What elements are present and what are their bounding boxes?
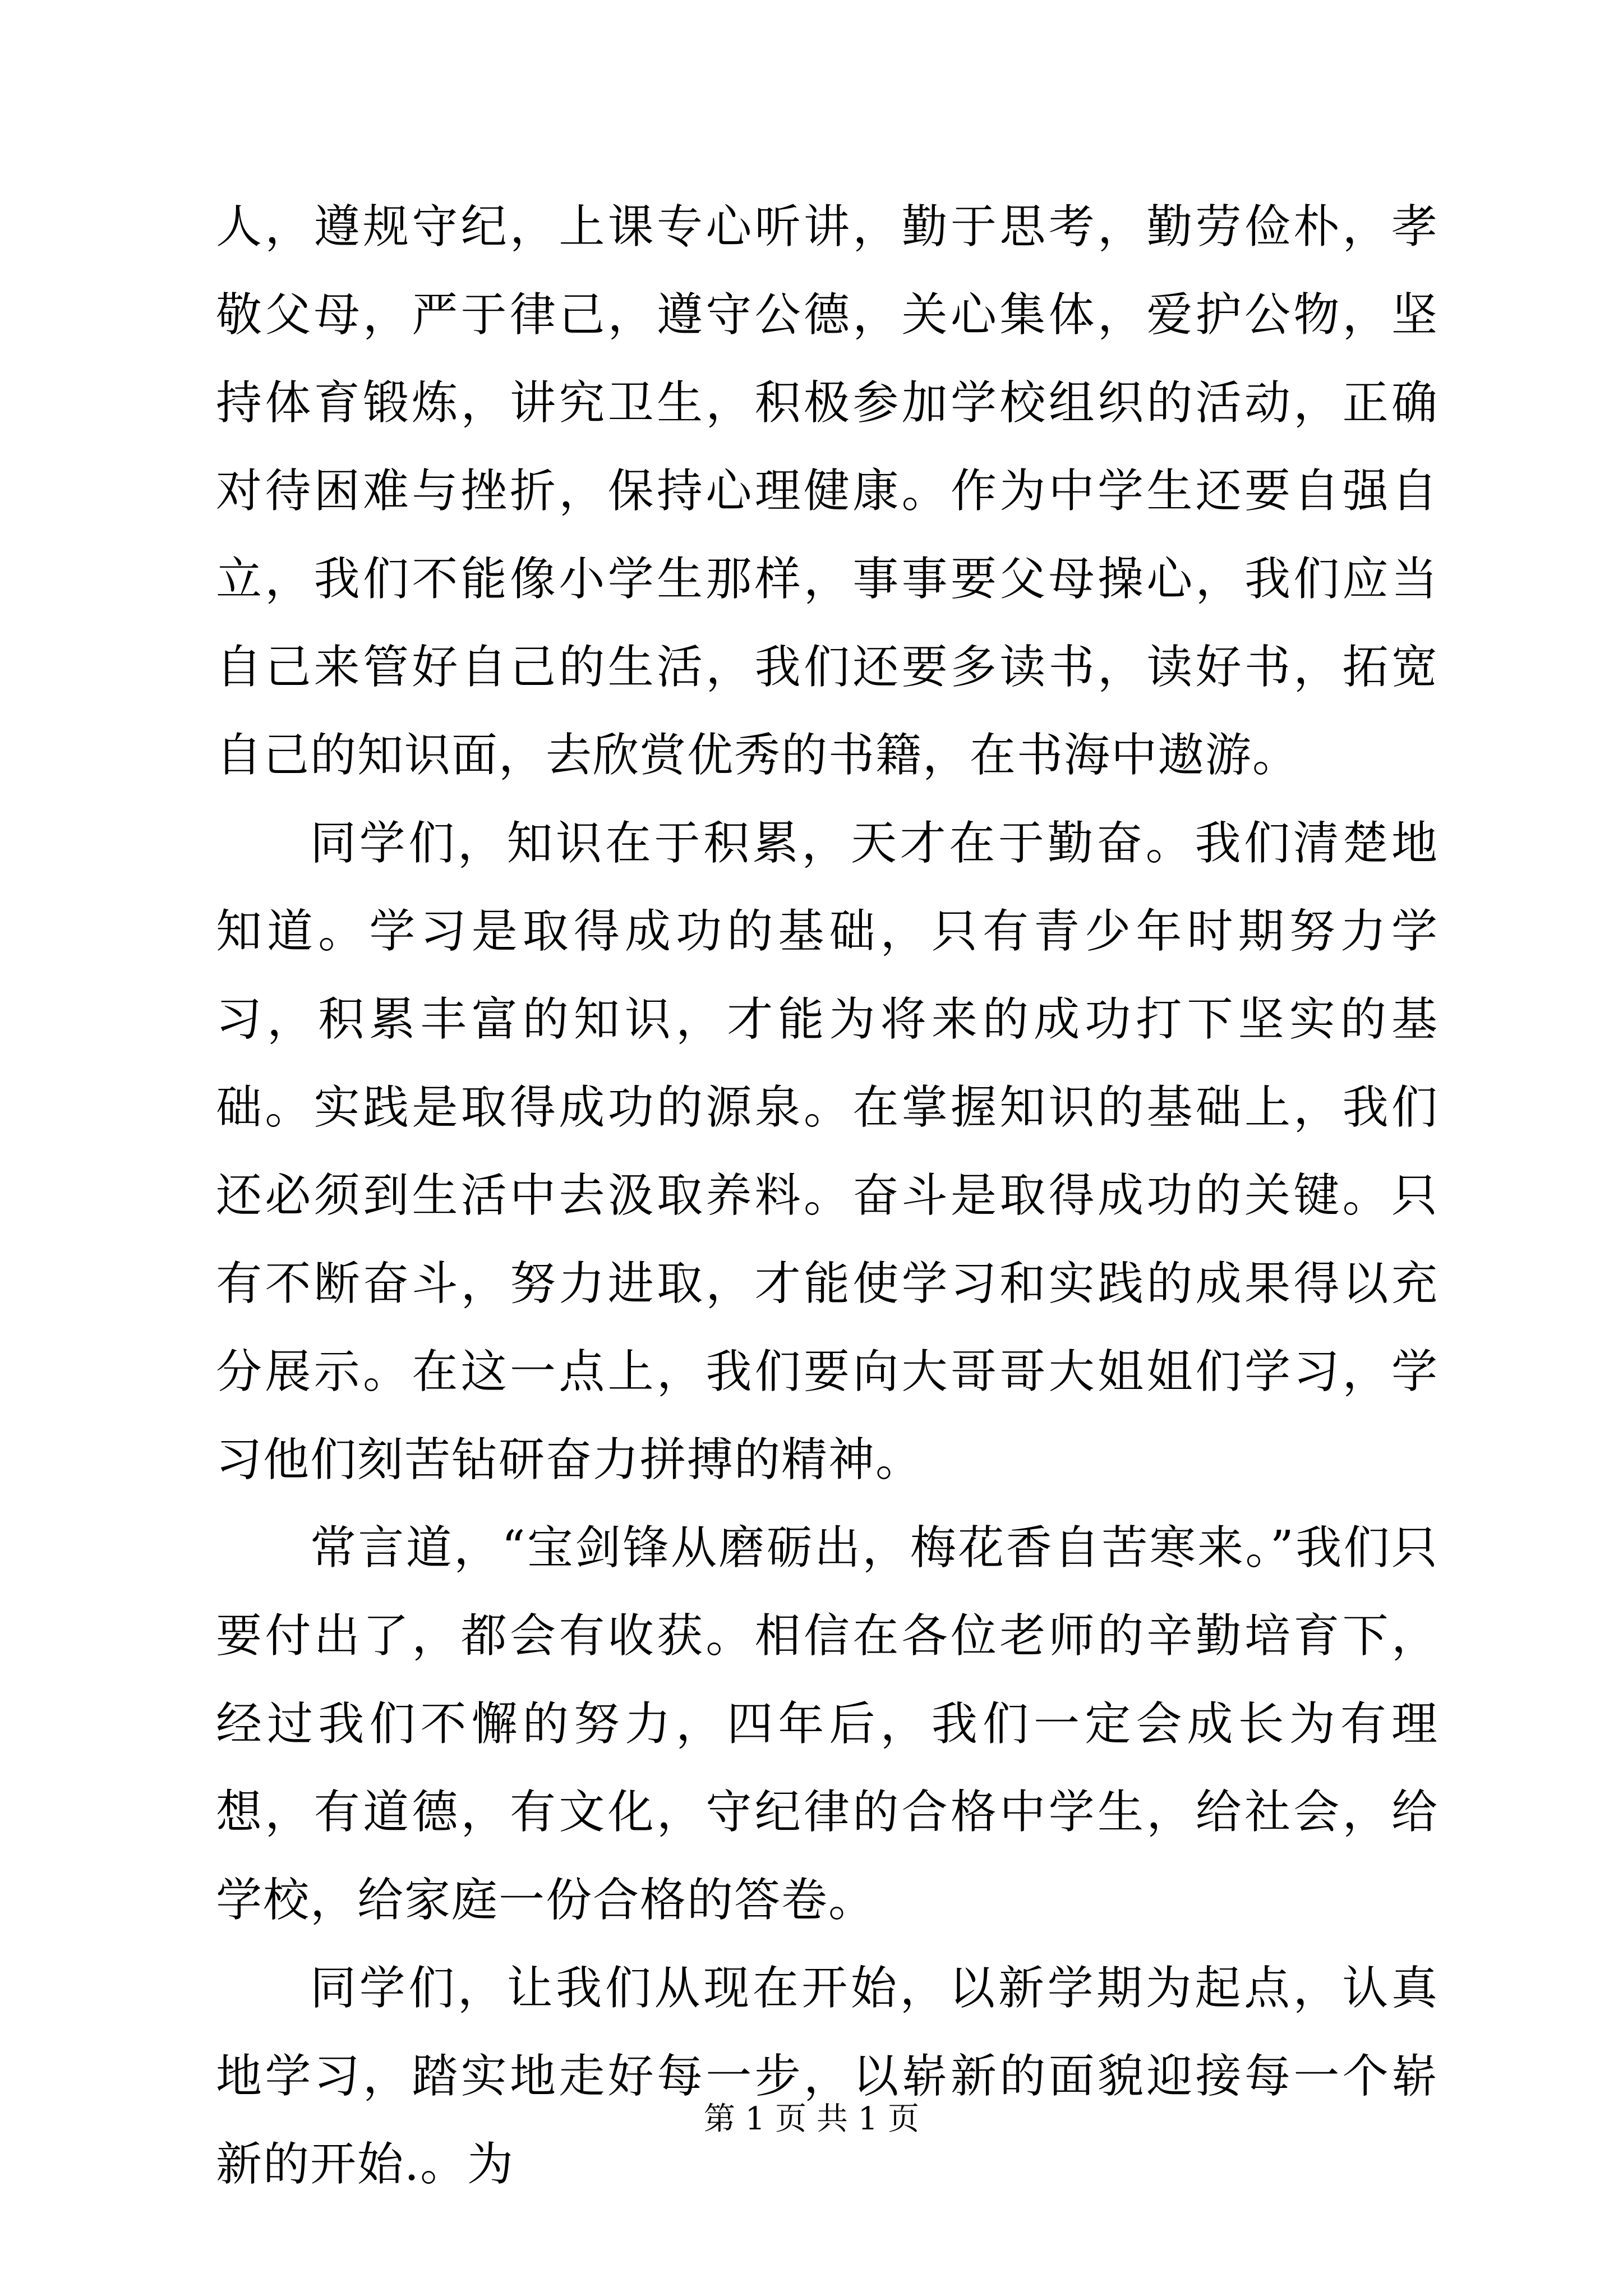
paragraph-4: 同学们，让我们从现在开始，以新学期为起点，认真地学习，踏实地走好每一步，以崭新的面貌迎接每一个崭新的开始.。为 — [216, 1962, 1438, 2191]
paragraph-3: 常言道，“宝剑锋从磨砺出，梅花香自苦寒来。”我们只要付出了，都会有收获。相信在各位老师的辛勤培育下，经过我们不懈的努力，四年后，我们一定会成长为有理想，有道德，有文化，守纪律的合格中学生，给社会，给学校，给家庭一份合格的答卷。 — [216, 1521, 1438, 1927]
paragraph-2: 同学们，知识在于积累，天才在于勤奋。我们清楚地知道。学习是取得成功的基础，只有青少年时期努力学习，积累丰富的知识，才能为将来的成功打下坚实的基础。实践是取得成功的源泉。在掌握知识的基础上，我们还必须到生活中去汲取养料。奋斗是取得成功的关键。只有不断奋斗，努力进取，才能使学习和实践的成果得以充分展示。在这一点上，我们要向大哥哥大姐姐们学习，学习他们刻苦钻研奋力拼搏的精神。 — [216, 817, 1438, 1487]
paragraph-1: 人，遵规守纪，上课专心听讲，勤于思考，勤劳俭朴，孝敬父母，严于律己，遵守公德，关心集体，爱护公物，坚持体育锻炼，讲究卫生，积极参加学校组织的活动，正确对待困难与挫折，保持心理健康。作为中学生还要自强自立，我们不能像小学生那样，事事要父母操心，我们应当自己来管好自己的生活，我们还要多读书，读好书，拓宽自己的知识面，去欣赏优秀的书籍，在书海中遨游。 — [216, 200, 1438, 782]
page-footer: 第 1 页 共 1 页 — [703, 2101, 920, 2137]
document-body — [216, 183, 1438, 2208]
